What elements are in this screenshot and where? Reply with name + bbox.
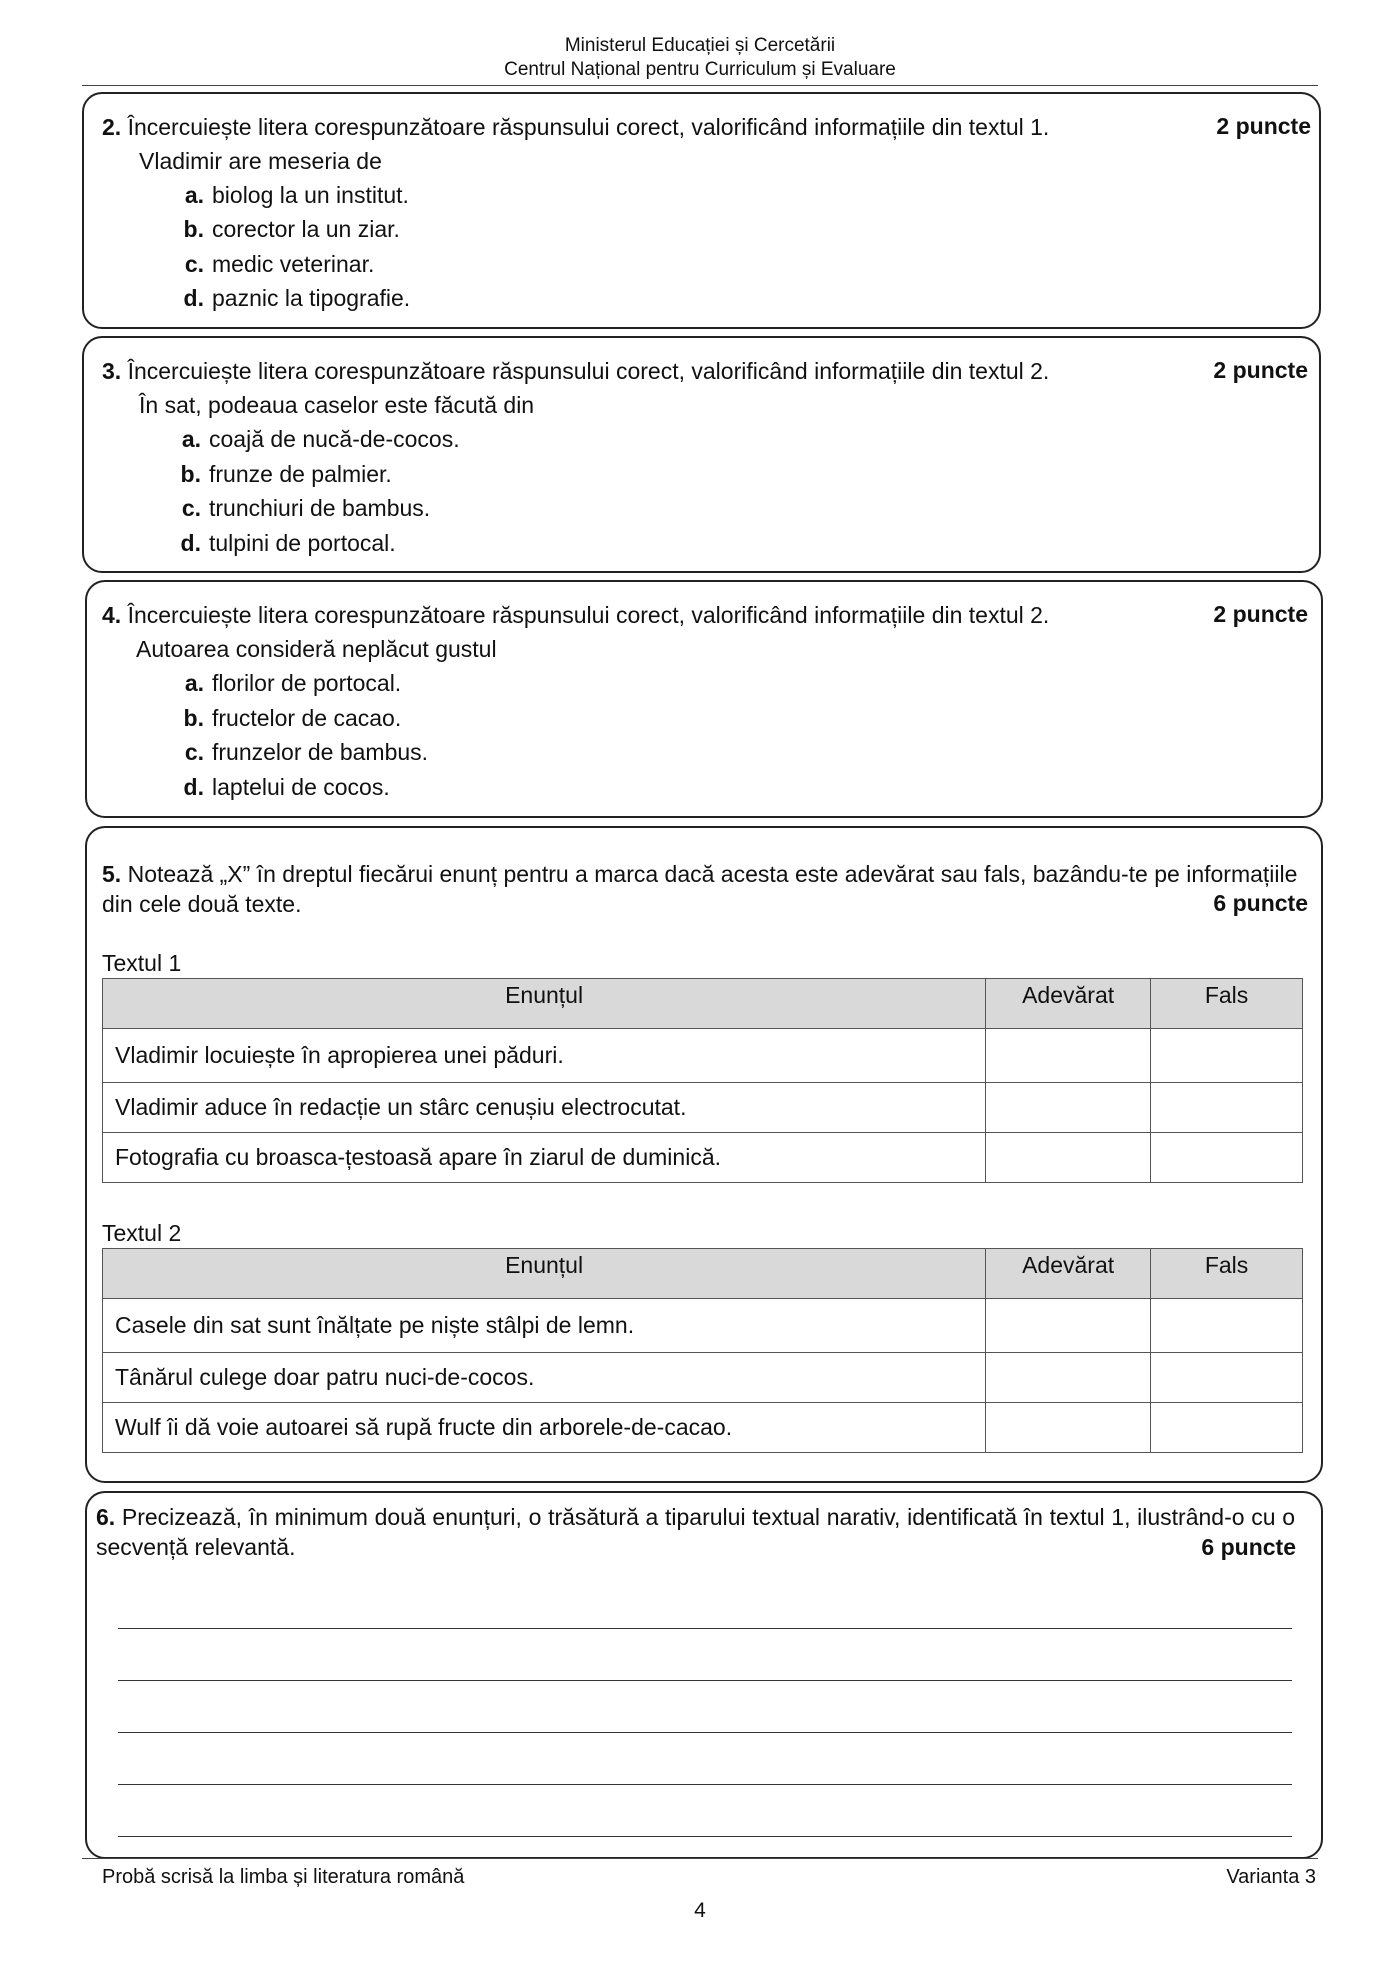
column-header-false: Fals: [1151, 1249, 1303, 1299]
header-divider: [82, 85, 1318, 86]
footer-exam-title: Probă scrisă la limba și literatura română: [102, 1866, 465, 1888]
question-number: 3.: [102, 358, 122, 384]
answer-line[interactable]: [118, 1628, 1292, 1629]
column-header-false: Fals: [1151, 979, 1303, 1029]
answer-line[interactable]: [118, 1680, 1292, 1681]
question-2-points: 2 puncte: [1216, 113, 1311, 139]
true-false-table-1: [102, 978, 1303, 1183]
true-answer-cell[interactable]: [986, 1353, 1151, 1403]
column-header-statement: Enunțul: [103, 1249, 986, 1299]
question-3-option-c[interactable]: c. trunchiuri de bambus.: [181, 495, 431, 521]
question-4-option-d[interactable]: d. laptelui de cocos.: [183, 774, 390, 800]
table-row: [103, 1299, 1303, 1353]
question-6-points: 6 puncte: [1201, 1534, 1296, 1560]
table-row: [103, 1029, 1303, 1083]
table-row: [103, 1403, 1303, 1453]
statement-cell: Fotografia cu broasca-țestoasă apare în ziarul de duminică.: [103, 1133, 986, 1183]
question-2-option-b[interactable]: b. corector la un ziar.: [183, 216, 400, 242]
question-2-stem: Vladimir are meseria de: [139, 148, 382, 174]
question-6-instruction: 6. Precizează, în minimum două enunțuri, o trăsătură a tiparului textual narativ, identificată în textul 1, ilustrând-o cu o secvență relevantă.: [96, 1504, 1295, 1560]
column-header-true: Adevărat: [986, 979, 1151, 1029]
true-false-table-2: [102, 1248, 1303, 1453]
question-number: 6.: [96, 1504, 116, 1530]
table-row: [103, 1133, 1303, 1183]
question-3-stem: În sat, podeaua caselor este făcută din: [139, 392, 535, 418]
table-2-label: Textul 2: [102, 1220, 182, 1246]
column-header-true: Adevărat: [986, 1249, 1151, 1299]
question-4-points: 2 puncte: [1213, 601, 1308, 627]
question-3-instruction: 3. Încercuiește litera corespunzătoare răspunsului corect, valorificând informațiile din textul 2.: [102, 358, 1050, 384]
question-4-stem: Autoarea consideră neplăcut gustul: [136, 636, 497, 662]
header-ministry: Ministerul Educației și Cercetării: [564, 35, 836, 56]
statement-cell: Tânărul culege doar patru nuci-de-cocos.: [103, 1353, 986, 1403]
question-3-option-b[interactable]: b. frunze de palmier.: [180, 461, 392, 487]
table-row: [103, 1353, 1303, 1403]
question-4-option-c[interactable]: c. frunzelor de bambus.: [184, 739, 429, 765]
table-header-row: [103, 979, 1303, 1029]
question-2-option-d[interactable]: d. paznic la tipografie.: [183, 285, 411, 311]
question-4-option-a[interactable]: a. florilor de portocal.: [184, 670, 402, 696]
statement-cell: Vladimir aduce în redacție un stârc cenușiu electrocutat.: [103, 1083, 986, 1133]
false-answer-cell[interactable]: [1151, 1299, 1303, 1353]
footer-variant: Varianta 3: [1226, 1866, 1316, 1888]
question-2-option-a[interactable]: a. biolog la un institut.: [184, 182, 409, 208]
table-header-row: [103, 1249, 1303, 1299]
false-answer-cell[interactable]: [1151, 1353, 1303, 1403]
page-number: 4: [694, 1899, 706, 1922]
statement-cell: Casele din sat sunt înălțate pe niște stâlpi de lemn.: [103, 1299, 986, 1353]
table-row: [103, 1083, 1303, 1133]
question-2-instruction: 2. Încercuiește litera corespunzătoare răspunsului corect, valorificând informațiile din textul 1.: [102, 114, 1050, 140]
question-number: 2.: [102, 114, 122, 140]
question-5-points: 6 puncte: [1213, 890, 1308, 916]
question-number: 4.: [102, 602, 122, 628]
true-answer-cell[interactable]: [986, 1083, 1151, 1133]
header-center: Centrul Național pentru Curriculum și Evaluare: [504, 59, 896, 80]
false-answer-cell[interactable]: [1151, 1133, 1303, 1183]
question-5-instruction: 5. Notează „X” în dreptul fiecărui enunț pentru a marca dacă acesta este adevărat sau fals, bazându-te pe informațiile din cele două texte.: [102, 861, 1298, 917]
false-answer-cell[interactable]: [1151, 1403, 1303, 1453]
question-number: 5.: [102, 861, 122, 887]
page-header: [0, 34, 1400, 82]
true-answer-cell[interactable]: [986, 1403, 1151, 1453]
statement-cell: Wulf îi dă voie autoarei să rupă fructe din arborele-de-cacao.: [103, 1403, 986, 1453]
question-4-option-b[interactable]: b. fructelor de cacao.: [183, 705, 402, 731]
answer-line[interactable]: [118, 1836, 1292, 1837]
true-answer-cell[interactable]: [986, 1133, 1151, 1183]
question-2-option-c[interactable]: c. medic veterinar.: [184, 251, 375, 277]
table-1-label: Textul 1: [102, 950, 182, 976]
false-answer-cell[interactable]: [1151, 1083, 1303, 1133]
question-3-option-a[interactable]: a. coajă de nucă-de-cocos.: [181, 426, 460, 452]
question-3-points: 2 puncte: [1213, 357, 1308, 383]
true-answer-cell[interactable]: [986, 1299, 1151, 1353]
answer-line[interactable]: [118, 1732, 1292, 1733]
statement-cell: Vladimir locuiește în apropierea unei păduri.: [103, 1029, 986, 1083]
question-4-instruction: 4. Încercuiește litera corespunzătoare răspunsului corect, valorificând informațiile din textul 2.: [102, 602, 1050, 628]
false-answer-cell[interactable]: [1151, 1029, 1303, 1083]
question-3-option-d[interactable]: d. tulpini de portocal.: [180, 530, 396, 556]
true-answer-cell[interactable]: [986, 1029, 1151, 1083]
answer-line[interactable]: [118, 1784, 1292, 1785]
footer-divider: [82, 1858, 1318, 1859]
column-header-statement: Enunțul: [103, 979, 986, 1029]
